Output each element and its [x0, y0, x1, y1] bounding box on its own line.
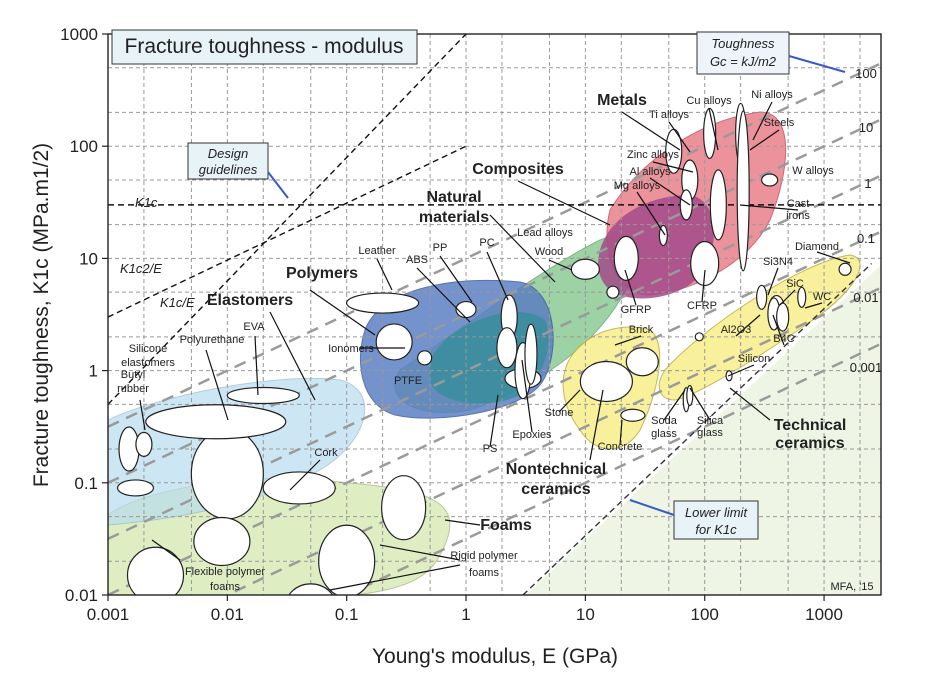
contour-label: 100	[855, 66, 877, 81]
bubble-flex2	[194, 517, 250, 565]
bubble-diamond	[839, 263, 851, 275]
design-guidelines-arrow	[268, 172, 288, 198]
foam-label: foams	[210, 581, 240, 593]
polymer-label: Epoxies	[512, 429, 552, 441]
metal-label: irons	[786, 210, 810, 222]
nontech-label: Soda	[651, 415, 677, 427]
x-tick-label: 0.01	[210, 605, 244, 624]
bubble-lead	[607, 286, 619, 298]
metal-label: W alloys	[792, 165, 834, 177]
bubble-al	[680, 190, 692, 220]
elastomer-label: elastomers	[121, 357, 175, 369]
bubble-wc	[798, 287, 806, 307]
bubble-pu	[191, 429, 263, 519]
x-axis-title: Young's modulus, E (GPa)	[371, 645, 619, 668]
nontech-label: Concrete	[597, 441, 643, 453]
bubble-eva	[227, 387, 299, 403]
bubble-concrete	[621, 409, 645, 421]
group-label: ceramics	[775, 435, 845, 452]
bubble-p2	[525, 324, 537, 384]
bubble-ionomer	[376, 324, 412, 360]
x-tick-label: 100	[690, 605, 719, 624]
bubble-abs	[497, 328, 517, 368]
polymer-label: Ionomers	[328, 343, 374, 355]
metal-label: Mg alloys	[613, 180, 661, 192]
x-tick-label: 0.001	[86, 605, 130, 624]
bubble-leather	[347, 293, 419, 313]
nontech-label: glass	[651, 428, 677, 440]
group-label: ceramics	[521, 481, 591, 498]
y-tick-label: 1000	[60, 25, 98, 44]
bubble-e3	[118, 480, 154, 496]
group-label: Natural	[426, 189, 482, 206]
lower-limit-label: Lower limit	[684, 505, 748, 520]
chart-title: Fracture toughness - modulus	[124, 35, 404, 58]
x-tick-label: 1	[461, 605, 471, 624]
y-axis-title: Fracture toughness, K1c (MPa.m1/2)	[30, 142, 53, 488]
bubble-si3n4	[757, 285, 767, 309]
elastomer-label: Polyurethane	[179, 334, 245, 346]
bubble-cast	[710, 170, 726, 240]
contour-label: 1	[864, 176, 872, 191]
contour-label: 10	[858, 120, 874, 135]
tech-label: Silicon	[737, 353, 771, 365]
guideline-label-k1c-e: K1c/E	[160, 295, 195, 310]
foam-label: Flexible polymer	[184, 566, 266, 578]
bubble-al2o3b	[695, 333, 703, 341]
composite-label: CFRP	[687, 300, 717, 312]
design-guidelines-label: guidelines	[198, 162, 258, 177]
polymer-label: PS	[482, 443, 498, 455]
bubble-steel	[737, 111, 749, 271]
credit-label: MFA, '15	[830, 581, 874, 593]
group-label: Nontechnical	[505, 461, 607, 478]
tech-label: WC	[812, 291, 832, 303]
bubble-ptfe	[418, 351, 432, 365]
polymer-label: PTFE	[393, 375, 423, 387]
natural-label: Lead alloys	[517, 227, 573, 239]
bubble-cork	[263, 472, 335, 504]
toughness-header: Toughness	[711, 36, 775, 51]
bubble-elast2	[146, 405, 286, 439]
guideline-label-k1c: K1c	[135, 195, 158, 210]
group-label: Composites	[472, 161, 564, 178]
elastomer-label: EVA	[243, 321, 265, 333]
metal-label: Steels	[763, 117, 795, 129]
y-tick-label: 10	[79, 249, 98, 269]
tech-label: Si3N4	[763, 256, 793, 268]
x-tick-label: 0.1	[334, 605, 359, 624]
elastomer-label: Cork	[314, 447, 338, 459]
y-tick-label: 1	[88, 361, 98, 381]
tech-label: Diamond	[794, 241, 840, 253]
nontech-label: Brick	[628, 324, 654, 336]
leader-line	[518, 181, 610, 225]
elastomer-label: Silicone	[128, 343, 168, 355]
polymer-label: ABS	[405, 254, 429, 266]
bubble-w	[762, 174, 778, 186]
group-label: Elastomers	[206, 292, 294, 309]
toughness-arrow	[789, 56, 845, 72]
tech-label: SiC	[786, 278, 804, 290]
nontech-label: Silica	[696, 415, 724, 427]
contour-label: 0.01	[853, 290, 879, 305]
contour-label: 0.1	[856, 231, 876, 246]
composite-label: GFRP	[620, 304, 652, 316]
elastomer-label: rubber	[117, 383, 149, 395]
bubble-pp	[456, 302, 476, 318]
polymer-label: PP	[432, 242, 448, 254]
metal-label: Ni alloys	[751, 89, 793, 101]
x-tick-label: 10	[575, 605, 595, 624]
group-label: Polymers	[285, 265, 359, 282]
nontech-label: glass	[697, 427, 723, 439]
bubble-brick	[626, 348, 658, 376]
group-label: materials	[418, 209, 490, 226]
bubble-silicone	[136, 432, 152, 456]
group-label: Foams	[480, 517, 532, 534]
foam-label: foams	[469, 567, 499, 579]
bubble-stone	[580, 361, 632, 401]
group-label: Metals	[597, 92, 647, 109]
contour-label: 0.001	[849, 360, 883, 375]
polymer-label: PC	[479, 237, 495, 249]
tech-label: Al2O3	[720, 324, 752, 336]
nontech-label: Stone	[544, 407, 574, 419]
bubble-b4c	[777, 303, 789, 331]
polymer-label: Leather	[358, 245, 396, 257]
bubble-rigid1	[382, 476, 426, 540]
metal-label: Cu alloys	[686, 95, 732, 107]
group-label: Technical	[773, 417, 847, 434]
natural-label: Wood	[534, 246, 564, 258]
leader-line	[377, 259, 392, 290]
lower-limit-label: for K1c	[695, 522, 737, 537]
bubble-wood	[571, 259, 599, 279]
elastomer-label: Butyl	[120, 369, 146, 381]
y-tick-label: 0.01	[64, 586, 98, 605]
toughness-units: Gc = kJ/m2	[709, 54, 777, 69]
metal-label: Ti alloys	[649, 109, 689, 121]
guideline-label-k1c2-e: K1c2/E	[120, 261, 162, 276]
y-tick-label: 0.1	[74, 473, 98, 493]
y-tick-label: 100	[69, 137, 98, 157]
foam-label: Rigid polymer	[450, 550, 518, 562]
tech-label: B4C	[773, 333, 795, 345]
metal-label: Al alloys	[629, 166, 671, 178]
metal-label: Cast	[786, 198, 810, 210]
metal-label: Zinc alloys	[627, 149, 679, 161]
design-guidelines-label: Design	[207, 146, 249, 161]
bubble-rigid3	[286, 584, 336, 628]
x-tick-label: 1000	[805, 605, 843, 624]
